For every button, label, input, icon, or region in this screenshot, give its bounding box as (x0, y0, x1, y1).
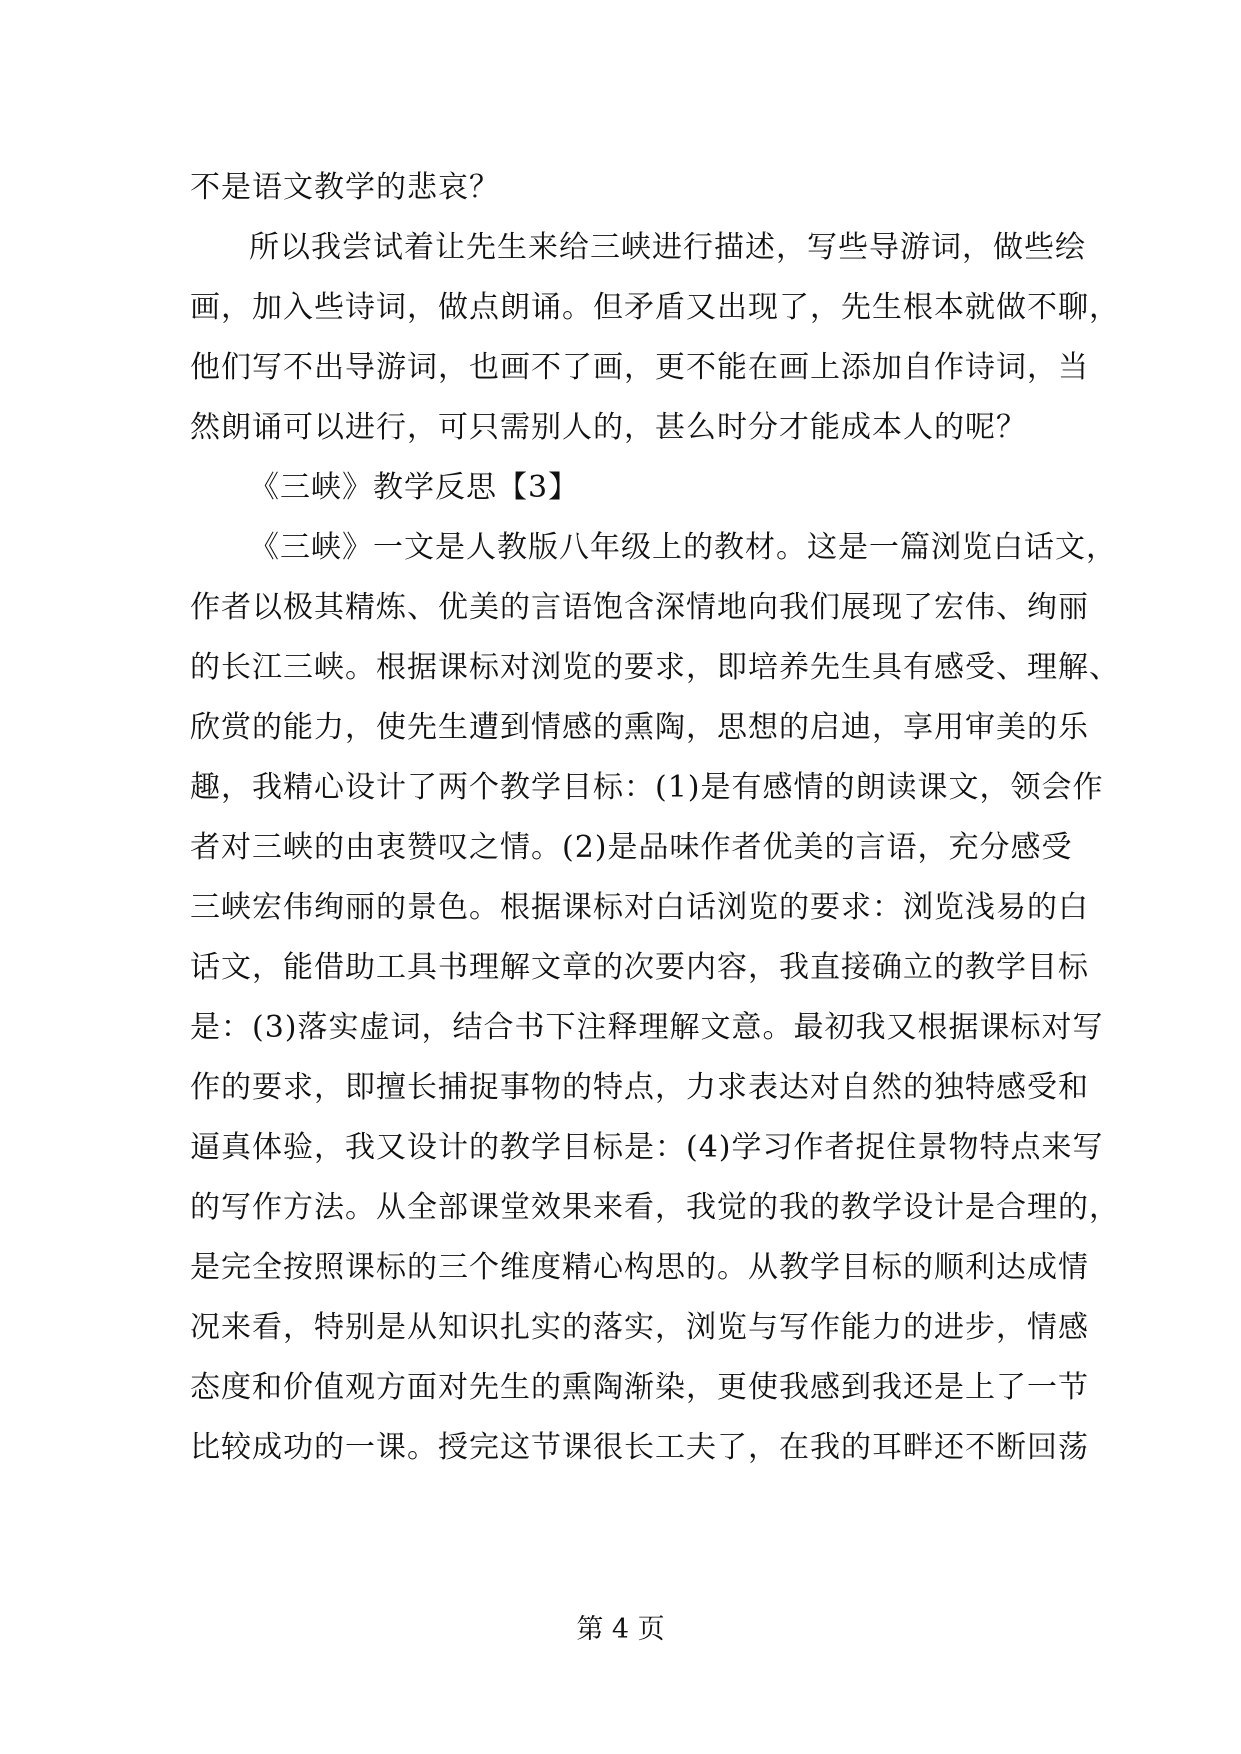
paragraph-line: 《三峡》一文是人教版八年级上的教材。这是一篇浏览白话文， (249, 530, 1117, 565)
text-line: 的长江三峡。根据课标对浏览的要求，即培养先生具有感受、理解、 (190, 650, 1120, 685)
section-heading: 《三峡》教学反思【3】 (249, 470, 580, 505)
text-line: 比较成功的一课。授完这节课很长工夫了，在我的耳畔还不断回荡 (190, 1430, 1089, 1465)
text-line: 的写作方法。从全部课堂效果来看，我觉的我的教学设计是合理的， (190, 1190, 1120, 1225)
text-line: 作者以极其精炼、优美的言语饱含深情地向我们展现了宏伟、绚丽 (190, 590, 1089, 625)
text-line: 然朗诵可以进行，可只需别人的，甚么时分才能成本人的呢？ (190, 410, 1027, 445)
body-text (190, 158, 1120, 1478)
text-line: 是完全按照课标的三个维度精心构思的。从教学目标的顺利达成情 (190, 1250, 1089, 1285)
text-line: 三峡宏伟绚丽的景色。根据课标对白话浏览的要求：浏览浅易的白 (190, 890, 1089, 925)
text-line: 态度和价值观方面对先生的熏陶渐染，更使我感到我还是上了一节 (190, 1370, 1089, 1405)
text-line: 他们写不出导游词，也画不了画，更不能在画上添加自作诗词，当 (190, 350, 1089, 385)
page-number: 第 4 页 (576, 1614, 665, 1645)
text-line: 逼真体验，我又设计的教学目标是：(4)学习作者捉住景物特点来写 (190, 1130, 1104, 1165)
text-line: 画，加入些诗词，做点朗诵。但矛盾又出现了，先生根本就做不聊， (190, 290, 1120, 325)
text-line: 况来看，特别是从知识扎实的落实，浏览与写作能力的进步，情感 (190, 1310, 1089, 1345)
text-line: 者对三峡的由衷赞叹之情。(2)是品味作者优美的言语，充分感受 (190, 830, 1073, 865)
text-line: 趣，我精心设计了两个教学目标：(1)是有感情的朗读课文，领会作 (190, 770, 1104, 805)
paragraph-line: 所以我尝试着让先生来给三峡进行描述，写些导游词，做些绘 (249, 230, 1086, 265)
text-line: 欣赏的能力，使先生遭到情感的熏陶，思想的启迪，享用审美的乐 (190, 710, 1089, 745)
text-line: 作的要求，即擅长捕捉事物的特点，力求表达对自然的独特感受和 (190, 1070, 1089, 1105)
text-line: 是：(3)落实虚词，结合书下注释理解文意。最初我又根据课标对写 (190, 1010, 1104, 1045)
text-line: 不是语文教学的悲哀？ (190, 170, 500, 205)
text-line: 话文，能借助工具书理解文章的次要内容，我直接确立的教学目标 (190, 950, 1089, 985)
